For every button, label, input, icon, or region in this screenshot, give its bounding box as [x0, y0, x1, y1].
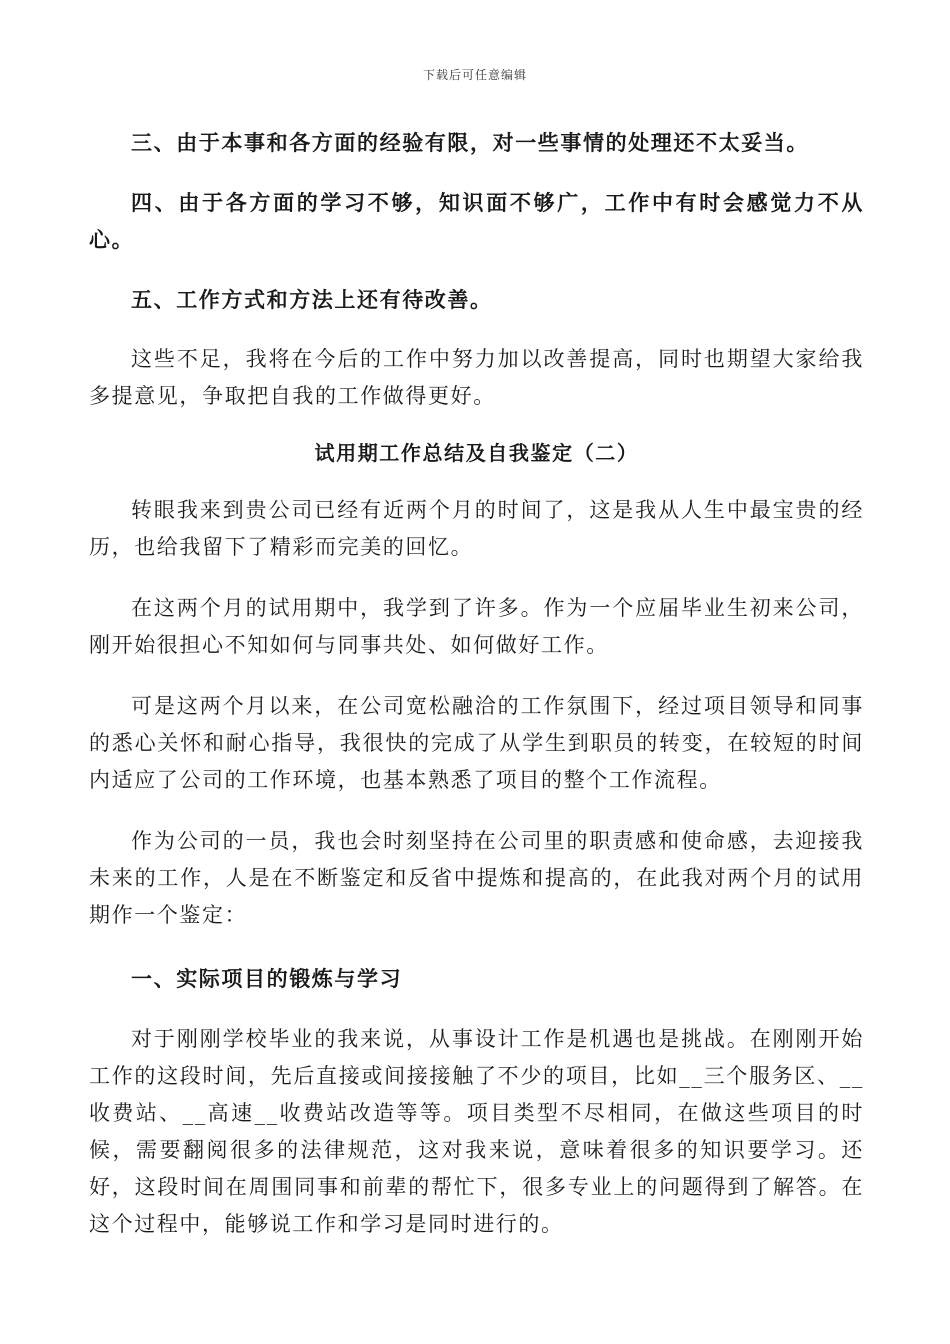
section-title: 试用期工作总结及自我鉴定（二） — [314, 441, 639, 465]
paragraph-intro: 转眼我来到贵公司已经有近两个月的时间了，这是我从人生中最宝贵的经历，也给我留下了精彩而完美的回忆。 — [89, 498, 864, 559]
deficiency-item-3: 三、由于本事和各方面的经验有限，对一些事情的处理还不太妥当。 — [131, 130, 809, 155]
deficiency-item-5: 五、工作方式和方法上还有待改善。 — [131, 287, 493, 312]
deficiency-item-4: 四、由于各方面的学习不够，知识面不够广，工作中有时会感觉力不从心。 — [89, 190, 864, 252]
page-header-note: 下载后可任意编辑 — [422, 68, 527, 82]
document-body — [89, 124, 864, 1243]
paragraph-project-experience: 对于刚刚学校毕业的我来说，从事设计工作是机遇也是挑战。在刚刚开始工作的这段时间，先后直接或间接接触了不少的项目，比如__三个服务区、__收费站、__高速__收费站改造等等。项目类型不尽相同，在做这些项目的时候，需要翻阅很多的法律规范，这对我来说，意味着很多的知识要学习。还好，这段时间在周围同事和前辈的帮忙下，很多专业上的问题得到了解答。在这个过程中，能够说工作和学习是同时进行的。 — [89, 1027, 864, 1236]
paragraph-learning: 在这两个月的试用期中，我学到了许多。作为一个应届毕业生初来公司，刚开始很担心不知如何与同事共处、如何做好工作。 — [89, 596, 864, 657]
paragraph-transition: 可是这两个月以来，在公司宽松融洽的工作氛围下，经过项目领导和同事的悉心关怀和耐心指导，我很快的完成了从学生到职员的转变，在较短的时间内适应了公司的工作环境，也基本熟悉了项目的整个工作流程。 — [89, 694, 864, 792]
subsection-heading-1: 一、实际项目的锻炼与学习 — [131, 966, 403, 991]
paragraph-responsibility: 作为公司的一员，我也会时刻坚持在公司里的职责感和使命感，去迎接我未来的工作，人是在不断鉴定和反省中提炼和提高的，在此我对两个月的试用期作一个鉴定： — [89, 829, 864, 927]
paragraph-improvement: 这些不足，我将在今后的工作中努力加以改善提高，同时也期望大家给我多提意见，争取把自我的工作做得更好。 — [89, 347, 864, 408]
